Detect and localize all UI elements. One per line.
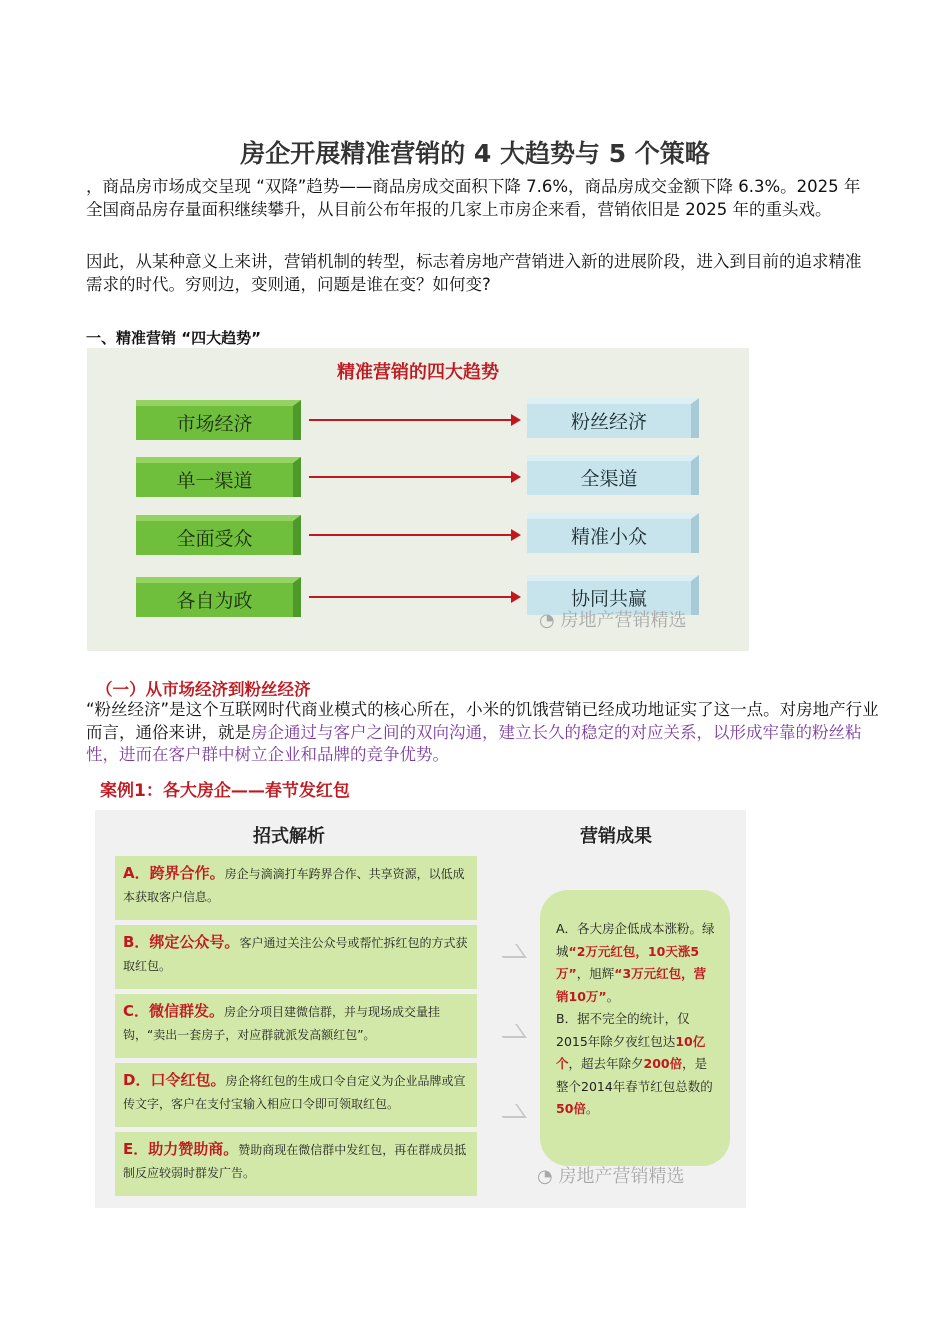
tactic-text: 房企分项目建微信群，并与现场成交量挂钩，“卖出一套房子，对应群就派发高额红包”。 (123, 1005, 441, 1042)
trend-from-box: 全面受众 (136, 515, 301, 555)
trend-arrow (309, 476, 519, 478)
tactic-text: 客户通过关注公众号或帮忙拆红包的方式获取红包。 (123, 936, 468, 973)
result-text: ，旭辉 (576, 966, 615, 981)
tactic-item (115, 1132, 477, 1196)
watermark (539, 606, 686, 632)
section-heading: 一、精准营销 “四大趋势” (86, 329, 261, 347)
tactics-title: 招式解析 (253, 826, 325, 847)
highlighted-text: 房企通过与客户之间的双向沟通，建立长久的稳定的对应关系，以形成牢靠的粉丝粘性，进而在客户群中树立企业和品牌的竞争优势。 (86, 722, 862, 764)
intro-paragraph: ，商品房市场成交呈现 “双降”趋势——商品房成交面积下降 7.6%，商品房成交金额下降 6.3%。2025 年全国商品房存量面积继续攀升，从目前公布年报的几家上市房企来看，营销依旧是 2025 年的重头戏。 (86, 177, 861, 219)
tactic-item (115, 925, 477, 989)
result-highlight: 50倍 (556, 1101, 586, 1116)
result-highlight: 200倍 (643, 1056, 683, 1071)
tactic-key: E．助力赞助商。 (123, 1140, 239, 1158)
tactic-item (115, 1063, 477, 1127)
paragraph-text: “粉丝经济”是这个互联网时代商业模式的核心所在，小米的饥饿营销已经成功地证实了这一点。对房地产行业而言，通俗来讲，就是 (86, 700, 879, 742)
chevron-right-icon (493, 1024, 527, 1038)
trend-from-box: 市场经济 (136, 400, 301, 440)
result-highlight: 10亿个 (556, 1033, 706, 1071)
trend-arrow (309, 596, 519, 598)
tactic-key: C．微信群发。 (123, 1002, 225, 1020)
result-text: 。 (606, 988, 620, 1004)
transition-paragraph: 因此，从某种意义上来讲，营销机制的转型，标志着房地产营销进入新的进展阶段，进入到目前的追求精准需求的时代。穷则边，变则通，问题是谁在变？如何变? (86, 252, 862, 294)
tactic-item (115, 994, 477, 1058)
page-title: 房企开展精准营销的 4 大趋势与 5 个策略 (240, 139, 710, 168)
trend-arrow (309, 534, 519, 536)
trend-to-box: 协同共赢 (527, 575, 699, 615)
result-text: B．据不完全的统计，仅2015年除夕夜红包达 (556, 1011, 690, 1049)
trend-to-box: 精准小众 (527, 513, 699, 553)
wechat-icon: ◔ (539, 610, 555, 631)
watermark-text: 房地产营销精选 (558, 1166, 685, 1187)
result-highlight: “3万元红包，营销10万” (556, 966, 707, 1004)
tactic-key: D．口令红包。 (123, 1071, 226, 1089)
fan-economy-paragraph (86, 699, 886, 767)
result-text: ，超去年除夕 (568, 1056, 644, 1071)
result-text: ，是整个2014年春节红包总数的 (556, 1056, 713, 1094)
subsection-heading: （一）从市场经济到粉丝经济 (96, 680, 311, 699)
tactic-key: B．绑定公众号。 (123, 933, 240, 951)
watermark (537, 1162, 684, 1188)
chevron-right-icon (493, 1104, 527, 1118)
results-box (540, 890, 730, 1166)
trend-arrow (309, 419, 519, 421)
trend-to-box: 粉丝经济 (527, 398, 699, 438)
case-figure (95, 810, 746, 1208)
tactic-item (115, 856, 477, 920)
tactic-text: 赞助商现在微信群中发红包，再在群成员抵制反应较弱时群发广告。 (123, 1143, 467, 1180)
tactic-key: A．跨界合作。 (123, 864, 225, 882)
results-title: 营销成果 (580, 826, 652, 847)
result-text: 。 (585, 1101, 599, 1116)
trend-from-box: 各自为政 (136, 577, 301, 617)
four-trends-figure (87, 348, 749, 651)
tactic-text: 房企与滴滴打车跨界合作、共享资源，以低成本获取客户信息。 (123, 867, 465, 904)
result-highlight: “2万元红包，10天涨5万” (556, 943, 700, 981)
tactic-text: 房企将红包的生成口令自定义为企业品牌或宣传文字，客户在支付宝输入相应口令即可领取红包。 (123, 1074, 466, 1111)
result-text: A．各大房企低成本涨粉。绿城 (556, 921, 715, 959)
trend-to-box: 全渠道 (527, 455, 699, 495)
chevron-right-icon (493, 944, 527, 958)
case-title: 案例1：各大房企——春节发红包 (100, 781, 350, 801)
watermark-text: 房地产营销精选 (560, 610, 687, 631)
wechat-icon: ◔ (537, 1166, 553, 1187)
figure-title: 精准营销的四大趋势 (337, 362, 499, 383)
trend-from-box: 单一渠道 (136, 457, 301, 497)
